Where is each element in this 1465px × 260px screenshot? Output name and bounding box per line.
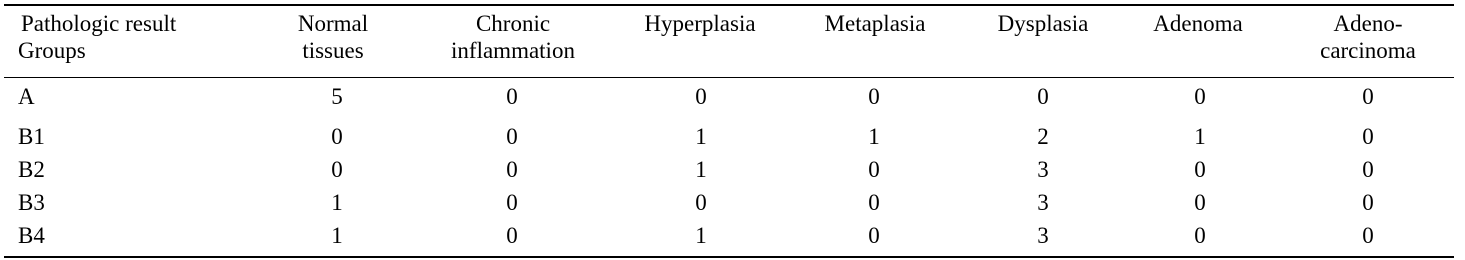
column-header-line1: Dysplasia [997, 11, 1089, 36]
cell-metaplasia: 0 [868, 157, 880, 182]
table-row [0, 220, 1465, 252]
column-header-adenocarcinoma [1298, 10, 1438, 64]
column-header-adenoma [1133, 10, 1263, 37]
row-group-label: B1 [18, 124, 45, 149]
column-header-chronic-inflammation [428, 10, 598, 64]
column-header-line1: Adenoma [1153, 11, 1243, 36]
cell-adenoma: 0 [1194, 84, 1206, 109]
cell-metaplasia: 1 [868, 124, 880, 149]
cell-dysplasia: 3 [1037, 157, 1049, 182]
cell-hyperplasia: 0 [695, 84, 707, 109]
row-group-label: B4 [18, 223, 45, 248]
cell-adenoma: 0 [1194, 223, 1206, 248]
cell-chronic-inflammation: 0 [506, 223, 518, 248]
cell-chronic-inflammation: 0 [506, 157, 518, 182]
row-group-label: B2 [18, 157, 45, 182]
cell-metaplasia: 0 [868, 84, 880, 109]
cell-normal-tissues: 0 [331, 124, 343, 149]
column-header-line2: carcinoma [1320, 38, 1416, 63]
cell-hyperplasia: 1 [695, 223, 707, 248]
column-header-line1: Chronic [475, 11, 551, 36]
column-header-metaplasia [800, 10, 950, 37]
cell-normal-tissues: 5 [331, 84, 343, 109]
table-row [0, 187, 1465, 219]
cell-adenocarcinoma: 0 [1362, 157, 1374, 182]
cell-chronic-inflammation: 0 [506, 124, 518, 149]
cell-adenoma: 0 [1194, 157, 1206, 182]
cell-chronic-inflammation: 0 [506, 84, 518, 109]
row-group-label: B3 [18, 190, 45, 215]
column-header-line2: tissues [302, 38, 364, 63]
corner-header-line2: Groups [18, 38, 86, 63]
row-group-label: A [18, 84, 35, 109]
table-top-rule [4, 4, 1454, 6]
cell-metaplasia: 0 [868, 223, 880, 248]
cell-dysplasia: 3 [1037, 223, 1049, 248]
cell-normal-tissues: 1 [331, 223, 343, 248]
column-header-normal-tissues [283, 10, 383, 64]
table-bottom-rule [4, 256, 1454, 258]
cell-normal-tissues: 1 [331, 190, 343, 215]
cell-adenoma: 0 [1194, 190, 1206, 215]
column-header-line2: inflammation [451, 38, 575, 63]
cell-hyperplasia: 0 [695, 190, 707, 215]
column-header-line1: Adeno- [1333, 11, 1403, 36]
cell-hyperplasia: 1 [695, 124, 707, 149]
cell-dysplasia: 0 [1037, 84, 1049, 109]
table-row [0, 81, 1465, 113]
cell-dysplasia: 3 [1037, 190, 1049, 215]
column-header-line1: Metaplasia [824, 11, 926, 36]
column-header-hyperplasia [620, 10, 780, 37]
header-divider-rule [4, 77, 1454, 78]
cell-adenocarcinoma: 0 [1362, 84, 1374, 109]
table-row [0, 154, 1465, 186]
cell-normal-tissues: 0 [331, 157, 343, 182]
cell-adenocarcinoma: 0 [1362, 190, 1374, 215]
cell-adenoma: 1 [1194, 124, 1206, 149]
corner-header [18, 10, 176, 64]
cell-adenocarcinoma: 0 [1362, 124, 1374, 149]
column-header-line1: Hyperplasia [644, 11, 756, 36]
cell-hyperplasia: 1 [695, 157, 707, 182]
corner-header-line1: Pathologic result [21, 11, 177, 36]
table-row [0, 121, 1465, 153]
cell-metaplasia: 0 [868, 190, 880, 215]
column-header-line1: Normal [297, 11, 369, 36]
cell-adenocarcinoma: 0 [1362, 223, 1374, 248]
cell-dysplasia: 2 [1037, 124, 1049, 149]
cell-chronic-inflammation: 0 [506, 190, 518, 215]
column-header-dysplasia [973, 10, 1113, 37]
